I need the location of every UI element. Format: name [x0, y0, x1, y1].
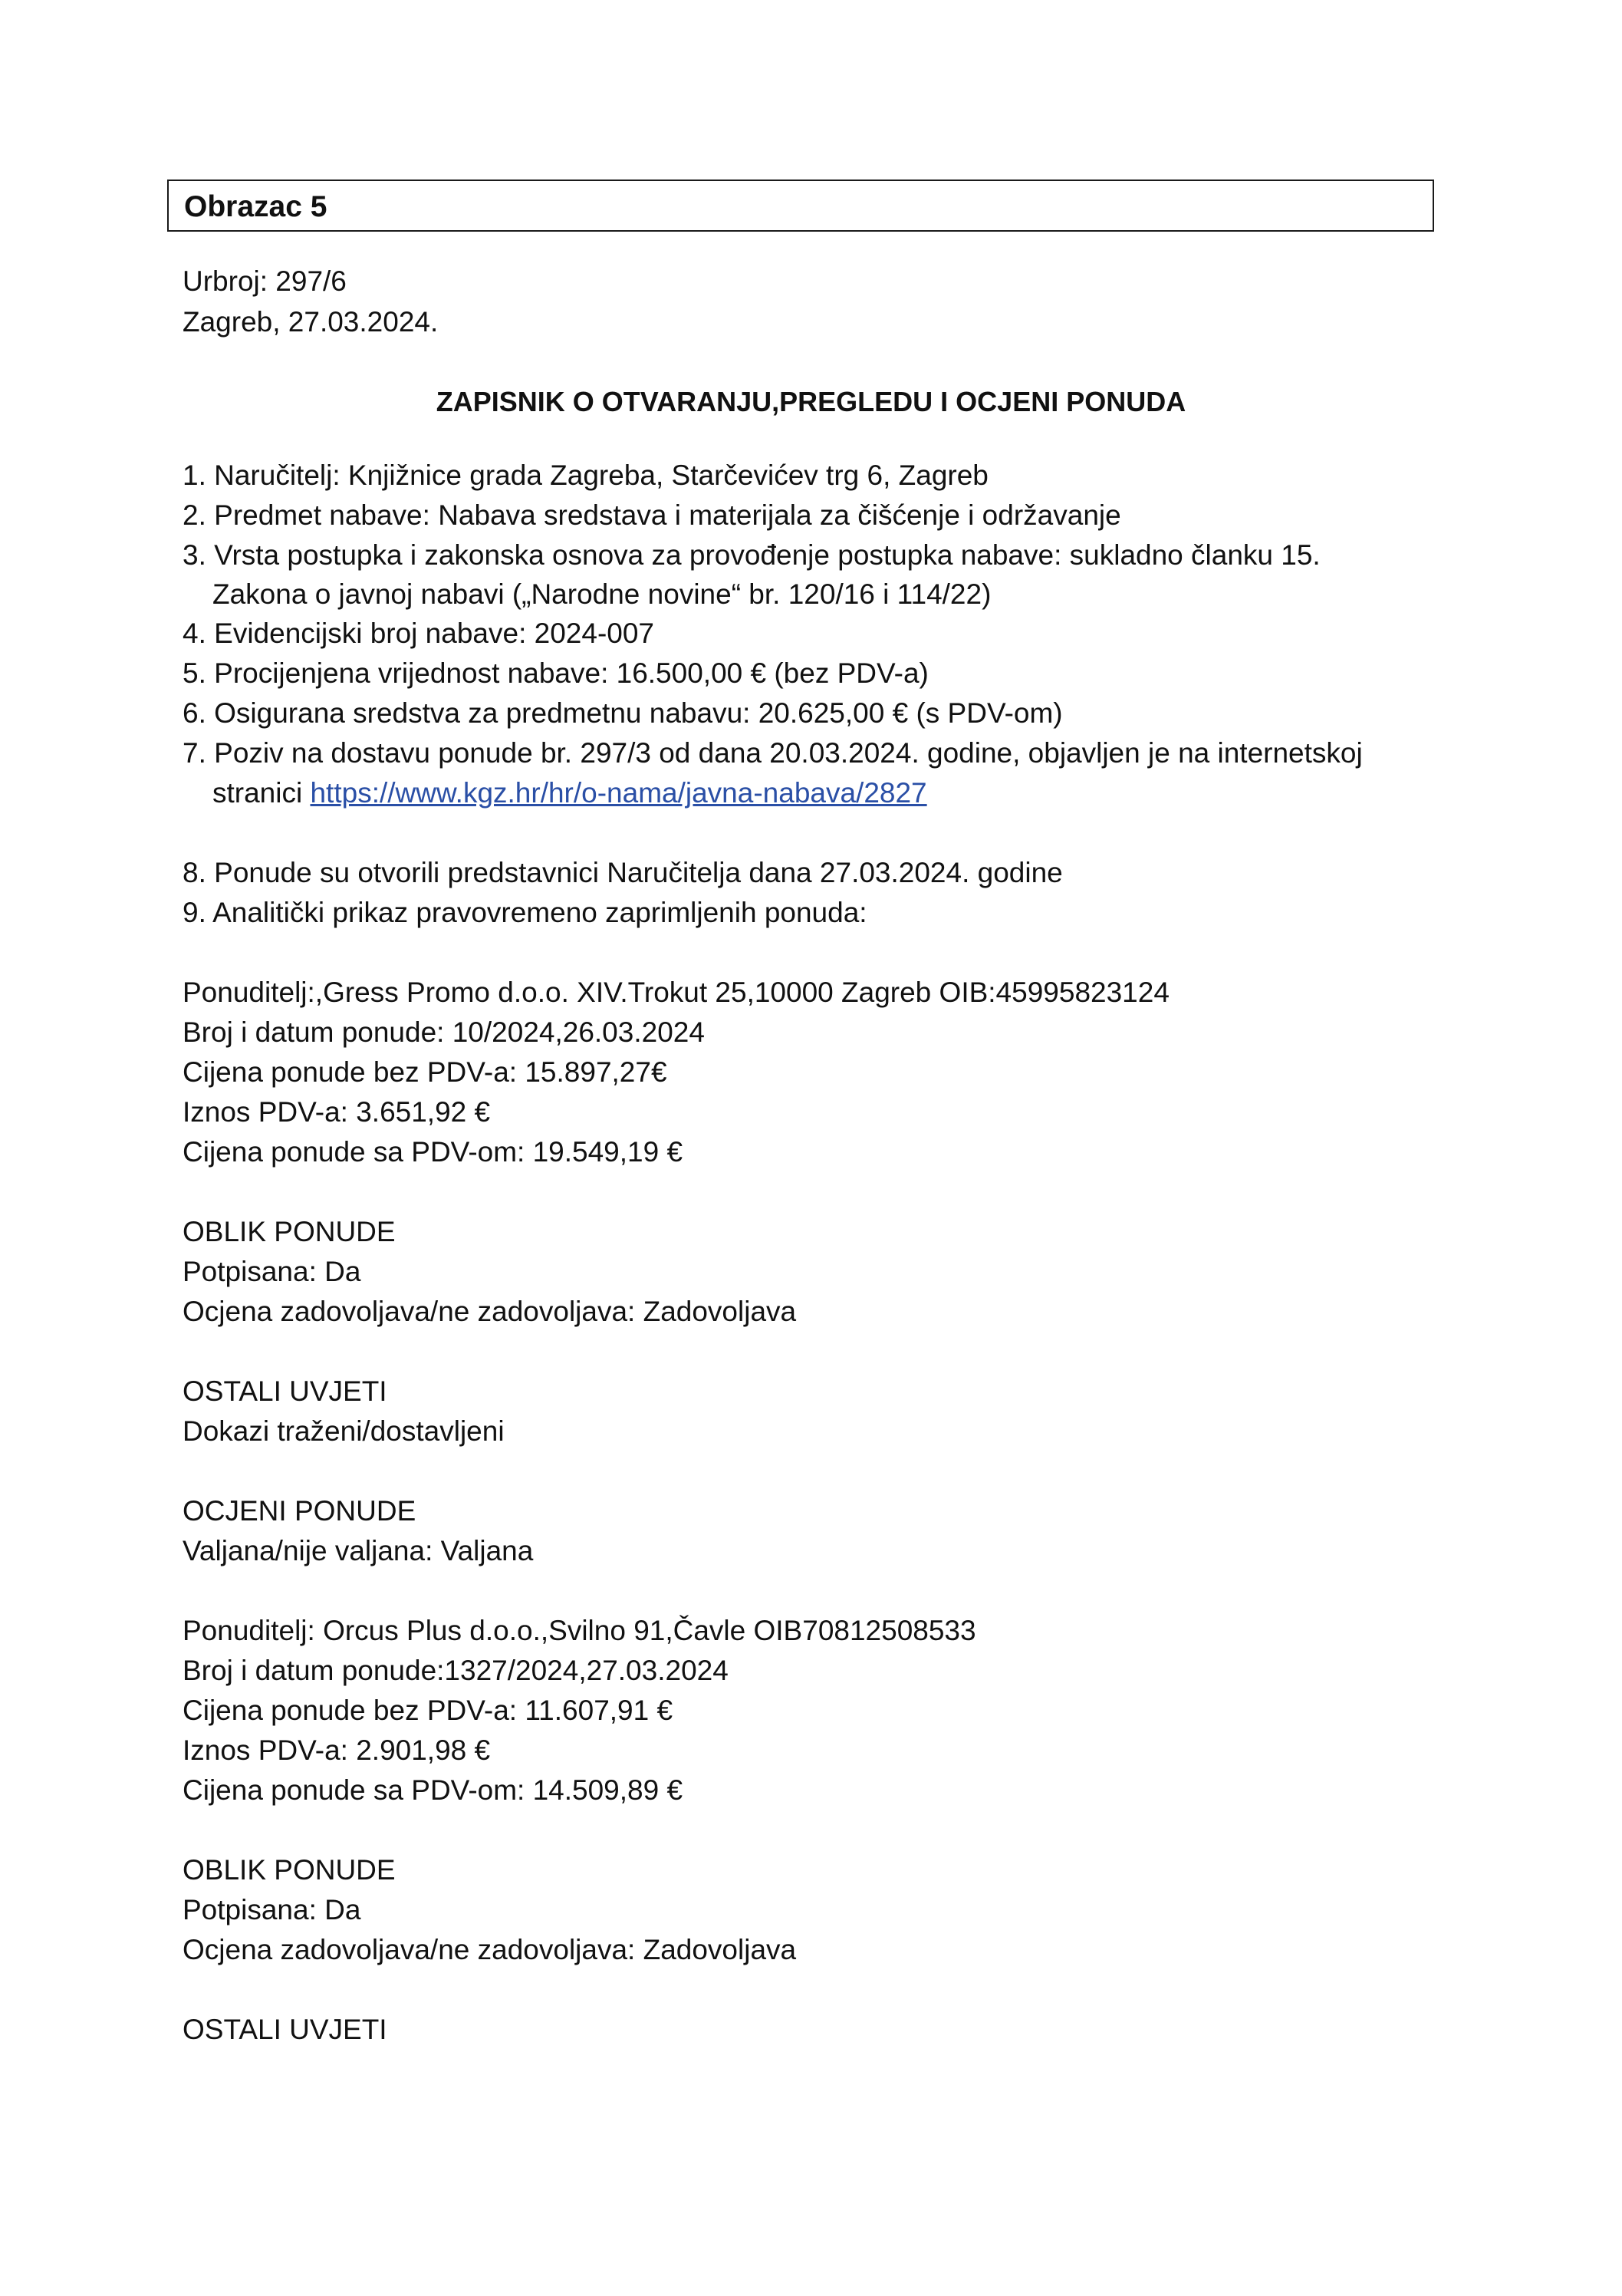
item-6: 6. Osigurana sredstva za predmetnu nabavu: 20.625,00 € (s PDV-om) — [183, 697, 1063, 729]
offer1-other-heading: OSTALI UVJETI — [183, 1375, 387, 1407]
item-2: 2. Predmet nabave: Nabava sredstava i materijala za čišćenje i održavanje — [183, 499, 1121, 531]
offer1-signed: Potpisana: Da — [183, 1256, 361, 1287]
item-9: 9. Analitički prikaz pravovremeno zaprimljenih ponuda: — [183, 897, 867, 928]
item-7-prefix: stranici — [212, 777, 303, 809]
item-7-line-2 — [212, 776, 927, 810]
item-7-line-1: 7. Poziv na dostavu ponude br. 297/3 od dana 20.03.2024. godine, objavljen je na internetskoj — [183, 737, 1363, 769]
urbroj: Urbroj: 297/6 — [183, 265, 347, 297]
item-8: 8. Ponude su otvorili predstavnici Naručitelja dana 27.03.2024. godine — [183, 857, 1063, 888]
offer1-price-with-vat: Cijena ponude sa PDV-om: 19.549,19 € — [183, 1136, 683, 1168]
procurement-link[interactable]: https://www.kgz.hr/hr/o-nama/javna-nabava/2827 — [310, 777, 927, 809]
offer2-other-heading: OSTALI UVJETI — [183, 2014, 387, 2045]
offer1-number-date: Broj i datum ponude: 10/2024,26.03.2024 — [183, 1016, 705, 1048]
offer1-form-heading: OBLIK PONUDE — [183, 1216, 396, 1247]
place-date: Zagreb, 27.03.2024. — [183, 306, 439, 338]
offer1-evidence: Dokazi traženi/dostavljeni — [183, 1415, 505, 1447]
offer1-price-no-vat: Cijena ponude bez PDV-a: 15.897,27€ — [183, 1056, 667, 1088]
offer2-price-no-vat: Cijena ponude bez PDV-a: 11.607,91 € — [183, 1695, 673, 1726]
offer2-price-with-vat: Cijena ponude sa PDV-om: 14.509,89 € — [183, 1774, 683, 1806]
offer2-vat: Iznos PDV-a: 2.901,98 € — [183, 1734, 491, 1766]
offer1-vat: Iznos PDV-a: 3.651,92 € — [183, 1096, 491, 1128]
offer1-valid: Valjana/nije valjana: Valjana — [183, 1535, 534, 1566]
offer2-bidder: Ponuditelj: Orcus Plus d.o.o.,Svilno 91,Čavle OIB70812508533 — [183, 1615, 976, 1646]
form-label: Obrazac 5 — [184, 190, 327, 223]
offer2-signed: Potpisana: Da — [183, 1894, 361, 1925]
offer2-number-date: Broj i datum ponude:1327/2024,27.03.2024 — [183, 1655, 729, 1686]
document-title: ZAPISNIK O OTVARANJU,PREGLEDU I OCJENI PONUDA — [436, 386, 1186, 417]
offer2-assessment: Ocjena zadovoljava/ne zadovoljava: Zadovoljava — [183, 1934, 797, 1965]
offer2-form-heading: OBLIK PONUDE — [183, 1854, 396, 1886]
item-5: 5. Procijenjena vrijednost nabave: 16.500,00 € (bez PDV-a) — [183, 657, 929, 689]
offer1-grade-heading: OCJENI PONUDE — [183, 1495, 416, 1527]
item-1: 1. Naručitelj: Knjižnice grada Zagreba, Starčevićev trg 6, Zagreb — [183, 460, 989, 491]
item-3-line-1: 3. Vrsta postupka i zakonska osnova za provođenje postupka nabave: sukladno članku 15. — [183, 539, 1321, 571]
item-4: 4. Evidencijski broj nabave: 2024-007 — [183, 618, 654, 649]
form-label-box — [167, 180, 1434, 232]
offer1-assessment: Ocjena zadovoljava/ne zadovoljava: Zadovoljava — [183, 1296, 797, 1327]
offer1-bidder: Ponuditelj:,Gress Promo d.o.o. XIV.Trokut 25,10000 Zagreb OIB:45995823124 — [183, 977, 1170, 1008]
item-3-line-2: Zakona o javnoj nabavi („Narodne novine“ br. 120/16 i 114/22) — [212, 578, 992, 610]
